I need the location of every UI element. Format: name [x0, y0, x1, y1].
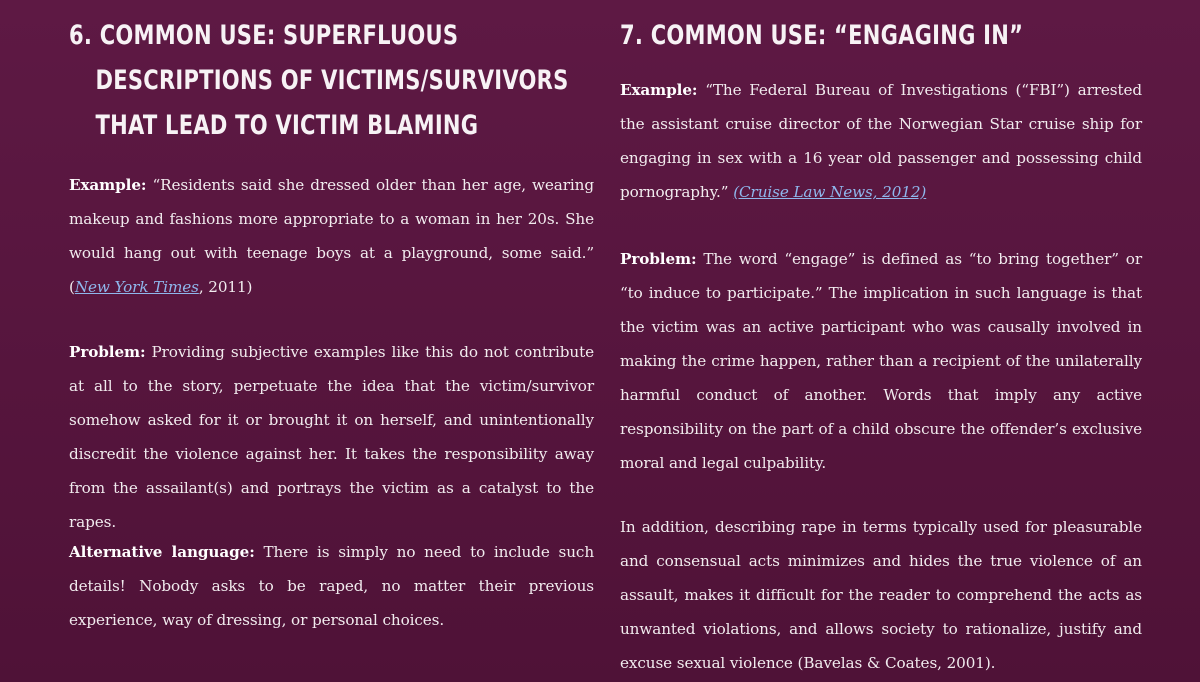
cruise-law-news-link[interactable]: (Cruise Law News, 2012)	[733, 183, 927, 201]
problem-paragraph-left	[69, 335, 594, 539]
heading-7-text: 7. COMMON USE: “ENGAGING IN”	[620, 20, 1024, 51]
alternative-label: Alternative language:	[69, 543, 255, 561]
heading-line-3: THAT LEAD TO VICTIM BLAMING	[95, 110, 479, 141]
section-7-heading	[620, 18, 1023, 63]
alternative-paragraph	[69, 535, 594, 637]
addition-paragraph	[620, 510, 1142, 680]
example-quote: “Residents said she dressed older than her age, wearing makeup and fashions more appropriate to a woman in her 20s. She would hang out with teenage boys at a playground, some said.” (	[69, 176, 594, 296]
example-quote: “The Federal Bureau of Investigations (“FBI”) arrested the assistant cruise director of the Norwegian Star cruise ship for engaging in sex with a 16 year old passenger and possessing child pornography.”	[620, 81, 1142, 201]
example-paragraph-right	[620, 73, 1142, 209]
problem-label: Problem:	[69, 343, 146, 361]
alternative-text: There is simply no need to include such details! Nobody asks to be raped, no matter their previous experience, way of dressing, or personal choices.	[69, 543, 594, 629]
problem-label: Problem:	[620, 250, 697, 268]
addition-text: In addition, describing rape in terms typically used for pleasurable and consensual acts minimizes and hides the true violence of an assault, makes it difficult for the reader to comprehend the acts as unwanted violations, and allows society to rationalize, justify and excuse sexual violence (Bavelas & Coates, 2001).	[620, 518, 1142, 672]
example-citation-year: , 2011)	[198, 278, 253, 296]
problem-paragraph-right	[620, 242, 1142, 480]
nyt-citation-link[interactable]: New York Times	[74, 278, 199, 296]
example-label: Example:	[620, 81, 698, 99]
heading-line-2: DESCRIPTIONS OF VICTIMS/SURVIVORS	[95, 65, 569, 96]
example-paragraph-left	[69, 168, 594, 304]
example-label: Example:	[69, 176, 147, 194]
problem-text: Providing subjective examples like this do not contribute at all to the story, perpetuate the idea that the victim/survivor somehow asked for it or brought it on herself, and unintentionally discredit the violence against her. It takes the responsibility away from the assailant(s) and portrays the victim as a catalyst to the rapes.	[69, 343, 594, 531]
heading-line-1: 6. COMMON USE: SUPERFLUOUS	[69, 20, 459, 51]
problem-text: The word “engage” is defined as “to bring together” or “to induce to participate.” The implication in such language is that the victim was an active participant who was causally involved in making the crime happen, rather than a recipient of the unilaterally harmful conduct of another. Words that imply any active responsibility on the part of a child obscure the offender’s exclusive moral and legal culpability.	[620, 250, 1142, 472]
section-6-heading	[69, 18, 569, 153]
